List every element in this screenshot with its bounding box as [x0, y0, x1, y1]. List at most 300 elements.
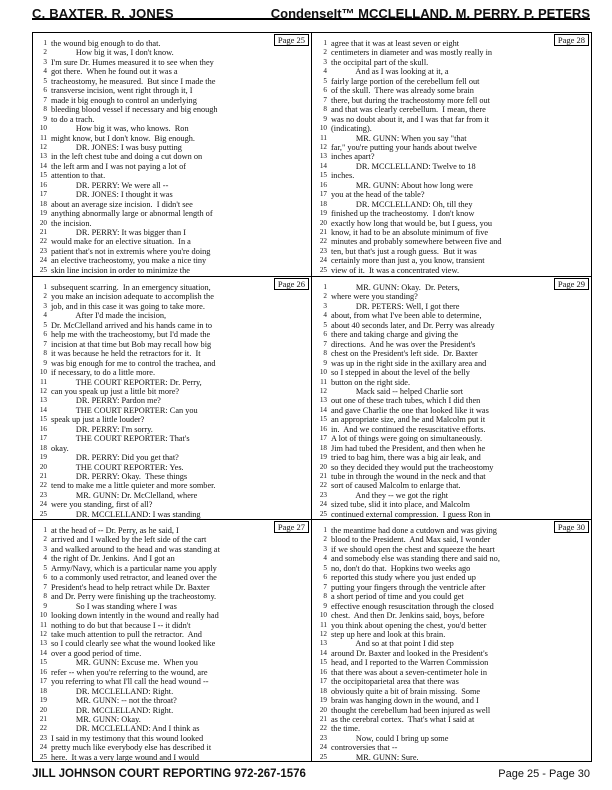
transcript-line [33, 143, 311, 153]
line-text: you at the head of the table? [331, 190, 425, 200]
line-text: tend to make me a little quieter and more somber. [51, 481, 216, 491]
line-container [33, 39, 311, 276]
line-number: 14 [319, 161, 327, 170]
line-number: 12 [39, 386, 47, 395]
transcript-line [33, 425, 311, 435]
line-text: the right of Dr. Jenkins. And I got an [51, 554, 175, 564]
transcript-line [33, 611, 311, 621]
line-text: out one of these trach tubes, which I did then [331, 396, 481, 406]
line-text: job, and in this case it was going to take more. [51, 301, 205, 311]
transcript-line [313, 753, 591, 763]
line-text: might know, but I don't know. Big enough. [51, 133, 195, 143]
line-number: 17 [319, 677, 327, 686]
transcript-line [33, 639, 311, 649]
transcript-line [313, 696, 591, 706]
transcript-line [33, 387, 311, 397]
transcript-line [33, 649, 311, 659]
transcript-line [33, 434, 311, 444]
line-number: 19 [39, 209, 47, 218]
line-text: MR. GUNN: Excuse me. When you [51, 658, 198, 668]
line-text: were you standing, first of all? [51, 500, 153, 510]
transcript-line [313, 124, 591, 134]
line-text: DR. MCCLELLAND: I was standing [51, 509, 201, 519]
line-container [313, 283, 591, 520]
line-number: 13 [319, 152, 327, 161]
transcript-line [313, 639, 591, 649]
line-number: 7 [43, 95, 47, 104]
line-text: THE COURT REPORTER: Can you [51, 405, 198, 415]
transcript-line [313, 340, 591, 350]
transcript-line [33, 266, 311, 276]
line-text: can you speak up just a little bit more? [51, 386, 180, 396]
transcript-line [313, 48, 591, 58]
line-text: button on the right side. [331, 377, 411, 387]
transcript-line [313, 535, 591, 545]
transcript-line [313, 321, 591, 331]
line-number: 14 [39, 648, 47, 657]
transcript-line [313, 200, 591, 210]
line-number: 1 [43, 283, 47, 291]
line-text: inches. [331, 171, 355, 181]
line-text: the wound big enough to do that. [51, 39, 161, 48]
page-number-label: Page 25 [274, 34, 309, 46]
line-number: 23 [319, 246, 327, 255]
line-number: 8 [323, 349, 327, 358]
transcript-line [313, 302, 591, 312]
line-text: patient that's not in extremis where you're doing [51, 246, 211, 256]
line-number: 11 [320, 133, 327, 142]
transcript-line [313, 134, 591, 144]
transcript-line [33, 219, 311, 229]
line-text: And so at that point I did step [331, 639, 454, 649]
line-number: 6 [323, 330, 327, 339]
page-number-label: Page 26 [274, 278, 309, 290]
line-number: 3 [43, 57, 47, 66]
transcript-page-29 [313, 277, 591, 520]
line-text: Mack said -- helped Charlie sort [331, 386, 464, 396]
line-text: bleeding blood vessel if necessary and big enough [51, 105, 218, 115]
line-text: tried to bag him, there was a big air leak, and [331, 453, 481, 463]
line-number: 1 [323, 526, 327, 534]
line-text: and Dr. Perry were finishing up the tracheostomy. [51, 592, 217, 602]
line-text: directions. And he was over the President's [331, 339, 476, 349]
line-text: brain was hanging down in the wound, and I [331, 696, 479, 706]
line-number: 24 [39, 743, 47, 752]
transcript-line [33, 526, 311, 536]
line-text: And as I was looking at it, a [331, 67, 449, 77]
line-number: 6 [323, 86, 327, 95]
line-text: if necessary, to do a little more. [51, 368, 156, 378]
line-text: MR. GUNN: Sure. [331, 752, 419, 762]
line-number: 23 [39, 246, 47, 255]
line-text: of the skull. There was already some brain [331, 86, 474, 96]
line-text: reported this study where you just ended up [331, 573, 476, 583]
line-number: 25 [319, 752, 327, 761]
transcript-line [33, 340, 311, 350]
line-text: anything abnormally large or abnormal length of [51, 209, 213, 219]
line-number: 20 [319, 218, 327, 227]
transcript-page-27 [33, 520, 311, 763]
line-number: 22 [39, 724, 47, 733]
line-text: an elective tracheostomy, you make a nice tiny [51, 256, 207, 266]
transcript-line [33, 209, 311, 219]
line-text: Army/Navy, which is a particular name you apply [51, 563, 217, 573]
line-number: 23 [39, 490, 47, 499]
transcript-line [313, 143, 591, 153]
transcript-line [313, 67, 591, 77]
transcript-line [33, 715, 311, 725]
line-text: DR. PERRY: Pardon me? [51, 396, 161, 406]
line-text: After I'd made the incision, [51, 311, 167, 321]
transcript-line [33, 724, 311, 734]
transcript-line [33, 58, 311, 68]
line-number: 21 [319, 715, 327, 723]
line-number: 18 [319, 443, 327, 452]
line-number: 20 [39, 705, 47, 714]
line-number: 25 [319, 509, 327, 518]
transcript-line [33, 415, 311, 425]
line-number: 12 [319, 386, 327, 395]
line-number: 17 [39, 190, 47, 199]
transcript-line [313, 573, 591, 583]
line-number: 7 [323, 582, 327, 591]
line-number: 25 [39, 509, 47, 518]
line-text: MR. GUNN: Okay. [51, 715, 141, 724]
transcript-line [33, 292, 311, 302]
line-number: 9 [43, 114, 47, 123]
transcript-line [33, 564, 311, 574]
line-text: as the cerebral cortex. That's what I said at [331, 715, 475, 724]
transcript-line [313, 368, 591, 378]
transcript-line [313, 592, 591, 602]
line-number: 25 [39, 265, 47, 274]
transcript-line [313, 630, 591, 640]
transcript-line [313, 115, 591, 125]
transcript-line [33, 500, 311, 510]
line-number: 13 [39, 396, 47, 405]
line-text: MR. GUNN: Dr. McClelland, where [51, 490, 198, 500]
line-text: MR. GUNN: -- not the throat? [51, 696, 177, 706]
line-number: 7 [323, 95, 327, 104]
transcript-line [313, 687, 591, 697]
line-number: 8 [43, 105, 47, 114]
line-text: THE COURT REPORTER: Dr. Perry, [51, 377, 202, 387]
transcript-line [313, 349, 591, 359]
transcript-line [313, 724, 591, 734]
transcript-line [33, 349, 311, 359]
line-text: was up in the right side in the axillary area and [331, 358, 487, 368]
line-number: 1 [43, 39, 47, 47]
transcript-line [313, 425, 591, 435]
transcript-line [313, 162, 591, 172]
line-text: know, it had to be an absolute minimum of five [331, 228, 489, 237]
line-number: 4 [323, 67, 327, 76]
line-number: 1 [323, 283, 327, 291]
page-footer [32, 766, 590, 786]
transcript-line [33, 359, 311, 369]
transcript-line [33, 545, 311, 555]
line-text: DR. MCCLELLAND: Oh, till they [331, 199, 473, 209]
line-text: it was because he held the retractors for it. It [51, 349, 201, 359]
transcript-line [313, 677, 591, 687]
line-number: 2 [323, 48, 327, 57]
line-number: 18 [39, 443, 47, 452]
transcript-line [33, 753, 311, 763]
line-text: DR. PERRY: It was bigger than I [51, 228, 186, 237]
transcript-line [33, 687, 311, 697]
line-number: 5 [43, 76, 47, 85]
line-text: DR. PERRY: We were all -- [51, 180, 169, 190]
transcript-line [313, 86, 591, 96]
line-number: 19 [319, 453, 327, 462]
transcript-line [33, 463, 311, 473]
line-number: 16 [319, 424, 327, 433]
transcript-line [313, 554, 591, 564]
line-text: the left arm and I was not paying a lot of [51, 161, 187, 171]
transcript-line [33, 48, 311, 58]
line-text: help me with the tracheostomy, but I'd made the [51, 330, 211, 340]
line-number: 8 [323, 592, 327, 601]
line-number: 17 [39, 677, 47, 686]
line-container [33, 526, 311, 763]
line-text: far," you're putting your hands about twelve [331, 142, 477, 152]
line-number: 22 [39, 481, 47, 490]
line-number: 15 [39, 171, 47, 180]
line-number: 24 [39, 256, 47, 265]
line-text: certainly more than just a, you know, transient [331, 256, 485, 266]
line-number: 9 [43, 358, 47, 367]
transcript-line [313, 491, 591, 501]
line-number: 17 [319, 190, 327, 199]
line-number: 10 [39, 611, 47, 620]
line-text: you referring to what I'll call the head wound -- [51, 677, 209, 687]
transcript-line [33, 283, 311, 293]
line-number: 7 [323, 339, 327, 348]
line-text: step up here and look at this brain. [331, 629, 446, 639]
line-text: effective enough resuscitation through the closed [331, 601, 494, 611]
line-text: the occipital part of the skull. [331, 57, 429, 67]
line-number: 24 [39, 500, 47, 509]
transcript-line [33, 181, 311, 191]
line-text: DR. PERRY: I'm sorry. [51, 424, 153, 434]
line-number: 4 [43, 554, 47, 563]
line-number: 8 [323, 105, 327, 114]
line-text: take much attention to pull the retractor. And [51, 629, 202, 639]
line-number: 13 [39, 639, 47, 648]
line-text: I'm sure Dr. Humes measured it to see when they [51, 57, 214, 67]
line-text: around Dr. Baxter and looked in the President's [331, 648, 488, 658]
line-number: 5 [323, 563, 327, 572]
transcript-line [33, 77, 311, 87]
transcript-line [313, 247, 591, 257]
line-number: 13 [319, 639, 327, 648]
transcript-line [313, 406, 591, 416]
transcript-line [33, 535, 311, 545]
line-text: controversies that -- [331, 743, 398, 753]
line-number: 22 [319, 481, 327, 490]
line-number: 4 [43, 311, 47, 320]
line-number: 4 [43, 67, 47, 76]
transcript-line [33, 583, 311, 593]
transcript-line [313, 359, 591, 369]
transcript-line [313, 171, 591, 181]
line-number: 6 [43, 86, 47, 95]
transcript-line [313, 668, 591, 678]
line-number: 10 [39, 368, 47, 377]
line-number: 8 [43, 592, 47, 601]
transcript-line [33, 696, 311, 706]
transcript-line [33, 630, 311, 640]
transcript-line [313, 152, 591, 162]
transcript-line [313, 387, 591, 397]
transcript-line [313, 237, 591, 247]
line-number: 18 [319, 199, 327, 208]
transcript-line [313, 396, 591, 406]
line-text: at the head of -- Dr. Perry, as he said, I [51, 526, 179, 535]
line-text: to do a trach. [51, 114, 95, 124]
transcript-line [33, 453, 311, 463]
transcript-line [33, 658, 311, 668]
line-text: there, but during the tracheostomy more fell out [331, 95, 490, 105]
line-number: 2 [323, 292, 327, 301]
line-text: President's head to help retract while Dr. Baxter [51, 582, 210, 592]
line-text: transverse incision, went right through it, I [51, 86, 193, 96]
line-text: Now, could I bring up some [331, 733, 449, 743]
transcript-line [313, 649, 591, 659]
transcript-line [313, 311, 591, 321]
line-text: made it big enough to control an underlying [51, 95, 197, 105]
line-text: incision at that time but Bob may recall how big [51, 339, 212, 349]
line-number: 15 [39, 658, 47, 667]
transcript-line [33, 152, 311, 162]
line-number: 6 [43, 573, 47, 582]
line-text: speak up just a little louder? [51, 415, 145, 425]
line-number: 20 [319, 705, 327, 714]
transcript-line [313, 734, 591, 744]
transcript-line [33, 256, 311, 266]
transcript-line [313, 190, 591, 200]
line-number: 15 [319, 415, 327, 424]
line-text: nothing to do but that because I -- it didn't [51, 620, 191, 630]
transcript-line [313, 96, 591, 106]
transcript-line [33, 171, 311, 181]
transcript-line [313, 77, 591, 87]
line-number: 4 [323, 554, 327, 563]
line-text: skin line incision in order to minimize the [51, 265, 190, 275]
transcript-line [33, 200, 311, 210]
line-number: 3 [323, 544, 327, 553]
line-container [313, 39, 591, 276]
transcript-line [313, 510, 591, 520]
transcript-line [313, 472, 591, 482]
transcript-line [313, 105, 591, 115]
line-number: 24 [319, 500, 327, 509]
line-text: Jim had tubed the President, and then when he [331, 443, 486, 453]
line-text: about an average size incision. I didn't see [51, 199, 193, 209]
line-text: thought the cerebellum had been injured as well [331, 705, 491, 715]
line-text: that there was about a seven-centimeter hole in [331, 667, 487, 677]
line-number: 12 [319, 629, 327, 638]
line-number: 4 [323, 311, 327, 320]
line-number: 16 [39, 180, 47, 189]
line-text: in. And we continued the resuscitative efforts. [331, 424, 486, 434]
header-rule [32, 18, 590, 20]
line-text: refer -- when you're referring to the wound, are [51, 667, 208, 677]
line-number: 17 [39, 434, 47, 443]
line-number: 9 [43, 601, 47, 610]
transcript-line [33, 677, 311, 687]
line-text: DR. PERRY: Did you get that? [51, 453, 179, 463]
line-text: the time. [331, 724, 361, 734]
transcript-line [313, 564, 591, 574]
transcript-line [313, 292, 591, 302]
line-number: 21 [39, 228, 47, 236]
transcript-line [33, 668, 311, 678]
line-number: 16 [39, 667, 47, 676]
line-number: 21 [39, 715, 47, 723]
line-number: 16 [319, 667, 327, 676]
line-number: 19 [39, 453, 47, 462]
transcript-line [33, 743, 311, 753]
transcript-line [313, 39, 591, 49]
line-number: 23 [319, 733, 327, 742]
line-text: was no doubt about it, and I was that far from it [331, 114, 490, 124]
line-text: chest on the President's left side. Dr. Baxter [331, 349, 478, 359]
line-text: DR. MCCLELLAND: And I think as [51, 724, 200, 734]
transcript-line [33, 39, 311, 49]
transcript-line [313, 463, 591, 473]
line-text: the meantime had done a cutdown and was giving [331, 526, 497, 535]
line-text: DR. MCCLELLAND: Twelve to 18 [331, 161, 476, 171]
line-number: 5 [323, 76, 327, 85]
line-text: How big it was, I don't know. [51, 48, 174, 58]
line-number: 10 [319, 124, 327, 133]
line-text: How big it was, who knows. Ron [51, 124, 189, 134]
header-witness-names-left: C. BAXTER, R. JONES [32, 6, 174, 21]
transcript-line [313, 743, 591, 753]
line-text: an appropriate size, and he and Malcolm put it [331, 415, 486, 425]
line-text: finished up the tracheostomy. I don't know [331, 209, 475, 219]
line-number: 3 [43, 301, 47, 310]
line-number: 18 [39, 686, 47, 695]
page-number-label: Page 28 [554, 34, 589, 46]
line-text: tube in through the wound in the neck and that [331, 472, 486, 481]
line-text: here. It was a very large wound and I would [51, 752, 199, 762]
line-number: 3 [323, 301, 327, 310]
line-text: so they decided they would put the tracheostomy [331, 462, 494, 472]
transcript-line [313, 602, 591, 612]
line-number: 22 [39, 237, 47, 246]
transcript-line [33, 396, 311, 406]
line-number: 12 [39, 142, 47, 151]
transcript-line [33, 237, 311, 247]
line-text: DR. MCCLELLAND: Right. [51, 705, 174, 715]
line-number: 24 [319, 256, 327, 265]
line-number: 17 [319, 434, 327, 443]
transcript-line [313, 228, 591, 238]
transcript-line [33, 330, 311, 340]
line-number: 7 [43, 582, 47, 591]
line-text: (indicating). [331, 124, 372, 134]
line-text: attention to that. [51, 171, 106, 181]
line-number: 9 [323, 601, 327, 610]
line-number: 1 [43, 526, 47, 534]
line-number: 7 [43, 339, 47, 348]
transcript-line [33, 481, 311, 491]
line-container [313, 526, 591, 763]
line-text: view of it. It was a concentrated view. [331, 265, 460, 275]
line-text: about, from what I've been able to determine, [331, 311, 482, 321]
